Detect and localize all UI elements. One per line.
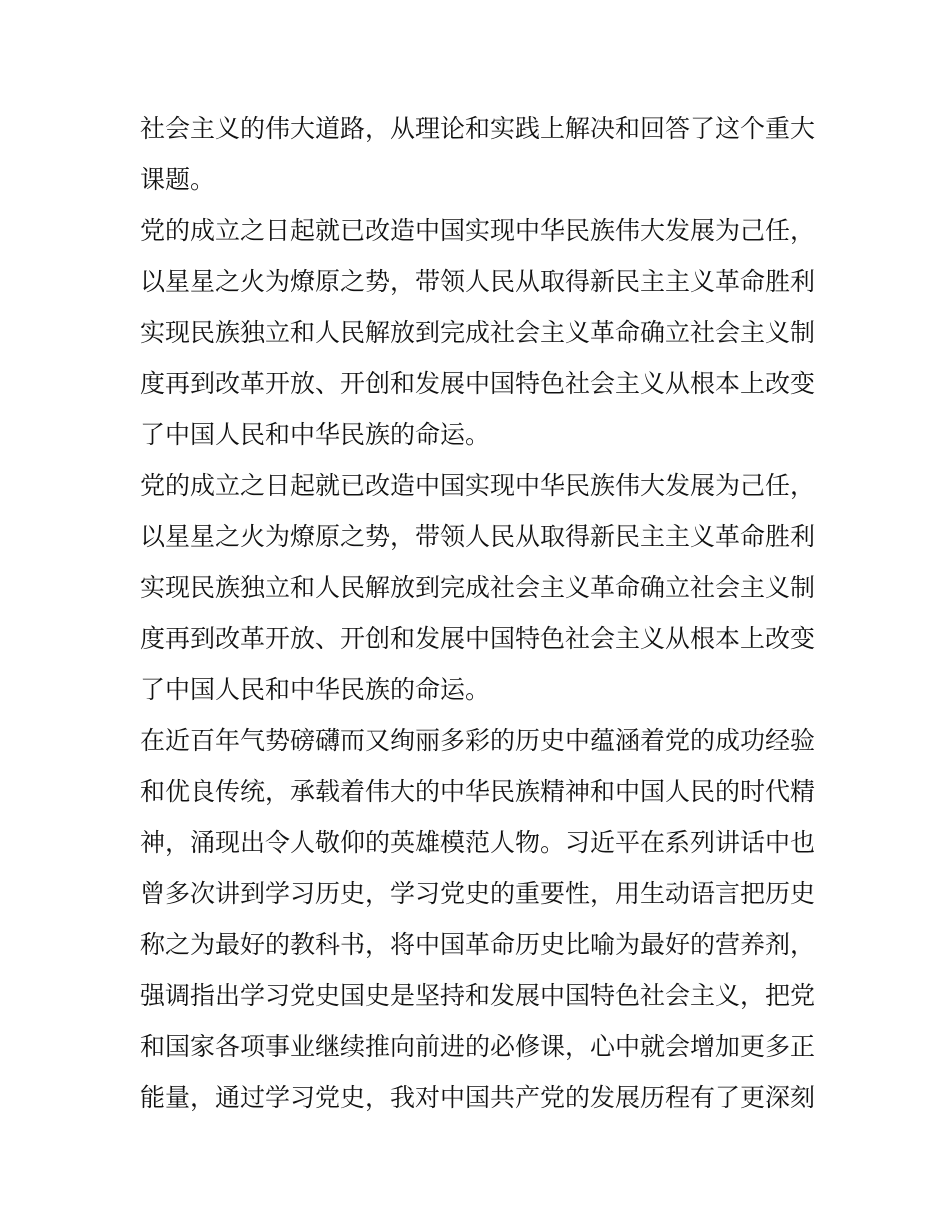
paragraph-4: 在近百年气势磅礴而又绚丽多彩的历史中蕴涵着党的成功经验和优良传统，承载着伟大的中华民族精神和中国人民的时代精神，涌现出令人敬仰的英雄模范人物。习近平在系列讲话中也曾多次讲到学习历史，学习党史的重要性，用生动语言把历史称之为最好的教科书，将中国革命历史比喻为最好的营养剂，强调指出学习党史国史是坚持和发展中国特色社会主义，把党和国家各项事业继续推向前进的必修课，心中就会增加更多正能量，通过学习党史，我对中国共产党的发展历程有了更深刻	[140, 726, 816, 1112]
document-body	[140, 103, 820, 1123]
paragraph-2: 党的成立之日起就已改造中国实现中华民族伟大发展为己任，以星星之火为燎原之势，带领人民从取得新民主主义革命胜利实现民族独立和人民解放到完成社会主义革命确立社会主义制度再到改革开放、开创和发展中国特色社会主义从根本上改变了中国人民和中华民族的命运。	[140, 216, 816, 449]
paragraph-3: 党的成立之日起就已改造中国实现中华民族伟大发展为己任，以星星之火为燎原之势，带领人民从取得新民主主义革命胜利实现民族独立和人民解放到完成社会主义革命确立社会主义制度再到改革开放、开创和发展中国特色社会主义从根本上改变了中国人民和中华民族的命运。	[140, 471, 816, 704]
paragraph-1: 社会主义的伟大道路，从理论和实践上解决和回答了这个重大课题。	[140, 114, 816, 194]
